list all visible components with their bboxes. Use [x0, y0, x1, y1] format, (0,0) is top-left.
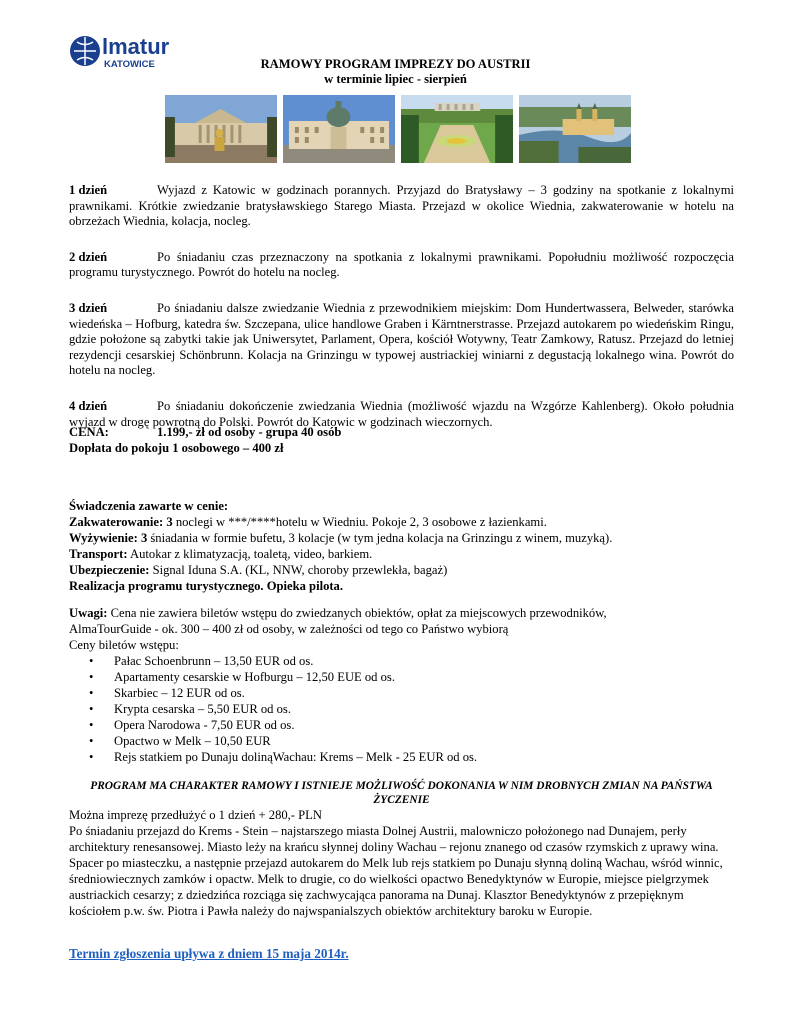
list-item: • Pałac Schoenbrunn – 13,50 EUR od os.: [89, 654, 314, 668]
bullet-icon: •: [89, 734, 94, 748]
extension-block: [69, 807, 734, 919]
logo-brand-text: lmatur: [102, 34, 170, 59]
notes-line-1: Uwagi: Cena nie zawiera biletów wstępu do zwiedzanych obiektów, opłat za miejscowych przewodników,: [69, 606, 607, 620]
service-accommodation: Zakwaterowanie: 3 noclegi w ***/****hotelu w Wiedniu. Pokoje 2, 3 osobowe z łazienkami.: [69, 515, 547, 529]
day-label: 2 dzień: [69, 249, 108, 264]
day-text: Po śniadaniu dalsze zwiedzanie Wiednia z przewodnikiem miejskim: Dom Hundertwassera, Belweder, starówka wiedeńska – Hofburg, katedra św. Szczepana, ulice handlowe Graben i Kärntnerstrasse. Przejazd autokarem po wiedeńskim Ringu, gdzie położone są zabytki takie jak Uniwersytet, Parlament, Opera, kościół Wotywny, Teatr Zamkowy, Ratusz. Przejazd do letniej rezydencji cesarskiej Schönbrunn. Kolacja na Grinzingu w typowej austriackiej winiarni z degustacją lokalnego wina. Powrót do hotelu na nocleg.: [69, 300, 734, 378]
list-item: • Opactwo w Melk – 10,50 EUR: [89, 734, 271, 748]
bullet-icon: •: [89, 702, 94, 716]
photo-strip: [165, 95, 631, 163]
list-item: • Krypta cesarska – 5,50 EUR od os.: [89, 702, 291, 716]
single-room-supplement: Dopłata do pokoju 1 osobowego – 400 zł: [69, 440, 284, 455]
list-item: • Rejs statkiem po Dunaju dolinąWachau: Krems – Melk - 25 EUR od os.: [89, 750, 478, 764]
tickets-heading: Ceny biletów wstępu:: [69, 638, 179, 652]
list-item: • Opera Narodowa - 7,50 EUR od os.: [89, 718, 295, 732]
services-block: [69, 498, 734, 594]
day-text: Po śniadaniu czas przeznaczony na spotkania z lokalnymi prawnikami. Popołudniu możliwość rozpoczęcia programu turystycznego. Powrót do hotelu na nocleg.: [69, 249, 734, 280]
deadline-link[interactable]: Termin zgłoszenia upływa z dniem 15 maja 2014r.: [69, 946, 349, 961]
services-closing: Realizacja programu turystycznego. Opieka pilota.: [69, 579, 344, 593]
extension-price: Można imprezę przedłużyć o 1 dzień + 280,- PLN: [69, 808, 322, 822]
page-title: RAMOWY PROGRAM IMPREZY DO AUSTRII: [260, 57, 531, 71]
notes-line-2: AlmaTourGuide - ok. 300 – 400 zł od osoby, w zależności od tego co Państwo wybiorą: [69, 622, 509, 636]
service-insurance: Ubezpieczenie: Signal Iduna S.A. (KL, NNW, choroby przewlekła, bagaż): [69, 563, 448, 577]
day-3: [69, 301, 734, 379]
day-2: [69, 250, 734, 281]
day-1: [69, 183, 734, 230]
day-text: Wyjazd z Katowic w godzinach porannych. Przyjazd do Bratysławy – 3 godziny na spotkanie z lokalnymi prawnikami. Krótkie zwiedzanie bratysławskiego Starego Miasta. Przejazd w okolice Wiednia, zakwaterowanie w hotelu na obrzeżach Wiednia, kolacja, nocleg.: [69, 183, 734, 229]
list-item: • Apartamenty cesarskie w Hofburgu – 12,50 EUE od os.: [89, 670, 395, 684]
day-label: 3 dzień: [69, 300, 108, 315]
bullet-icon: •: [89, 718, 94, 732]
itinerary: [69, 183, 734, 450]
service-meals: Wyżywienie: 3 śniadania w formie bufetu, 3 kolacje (w tym jedna kolacja na Grinzingu z winem, muzyką).: [69, 531, 613, 545]
price-label: CENA:: [69, 425, 109, 439]
museum-photo: [283, 95, 395, 163]
bullet-icon: •: [89, 654, 94, 668]
day-label: 1 dzień: [69, 183, 108, 197]
bullet-icon: •: [89, 686, 94, 700]
melk-abbey-photo: [519, 95, 631, 163]
price-block: [69, 425, 729, 457]
services-heading: Świadczenia zawarte w cenie:: [69, 499, 229, 513]
logo-sub-text: KATOWICE: [104, 59, 155, 70]
extension-description: Po śniadaniu przejazd do Krems - Stein – najstarszego miasta Dolnej Austrii, malowniczo położonego nad Dunajem, perły architektury renesansowej. Miasto leży na krańcu słynnej doliny Wachau – rejonu znanego od czasów rzymskich z uprawy wina. Spacer po miasteczku, a następnie przejazd autokarem do Melk lub rejs statkiem po Dunaju słynną doliną Wachau, wśród winnic, średniowiecznych zamków i opactw. Melk to drugie, co do wielkości opactwo Benedyktynów w Europie, miejsce pielgrzymek austriackich cesarzy; z dziedzińca rozciąga się zachwycająca panorama na Dunaj. Klasztor Benedyktynów z przepięknym kościołem p.w. św. Piotra i Pawła należy do najwspanialszych obiektów architektury baroku w Europie.: [69, 824, 723, 918]
day-text: Po śniadaniu dokończenie zwiedzania Wiednia (możliwość wjazdu na Wzgórze Kahlenberg). Około południa wyjazd w drogę powrotną do Polski. Powrót do Katowic w godzinach wieczornych.: [69, 398, 734, 429]
page-subtitle: w terminie lipiec - sierpień: [324, 72, 467, 86]
program-disclaimer: PROGRAM MA CHARAKTER RAMOWY I ISTNIEJE MOŻLIWOŚĆ DOKONANIA W NIM DROBNYCH ZMIAN NA PAŃSTWA ŻYCZENIE: [90, 780, 713, 806]
ticket-list: [69, 653, 734, 765]
bullet-icon: •: [89, 670, 94, 684]
price-value: 1.199,- zł od osoby - grupa 40 osób: [157, 425, 342, 439]
bullet-icon: •: [89, 750, 94, 764]
parliament-photo: [165, 95, 277, 163]
list-item: • Skarbiec – 12 EUR od os.: [89, 686, 245, 700]
service-transport: Transport: Autokar z klimatyzacją, toaletą, video, barkiem.: [69, 547, 373, 561]
day-label: 4 dzień: [69, 398, 108, 413]
notes-block: [69, 605, 734, 765]
schonbrunn-garden-photo: [401, 95, 513, 163]
